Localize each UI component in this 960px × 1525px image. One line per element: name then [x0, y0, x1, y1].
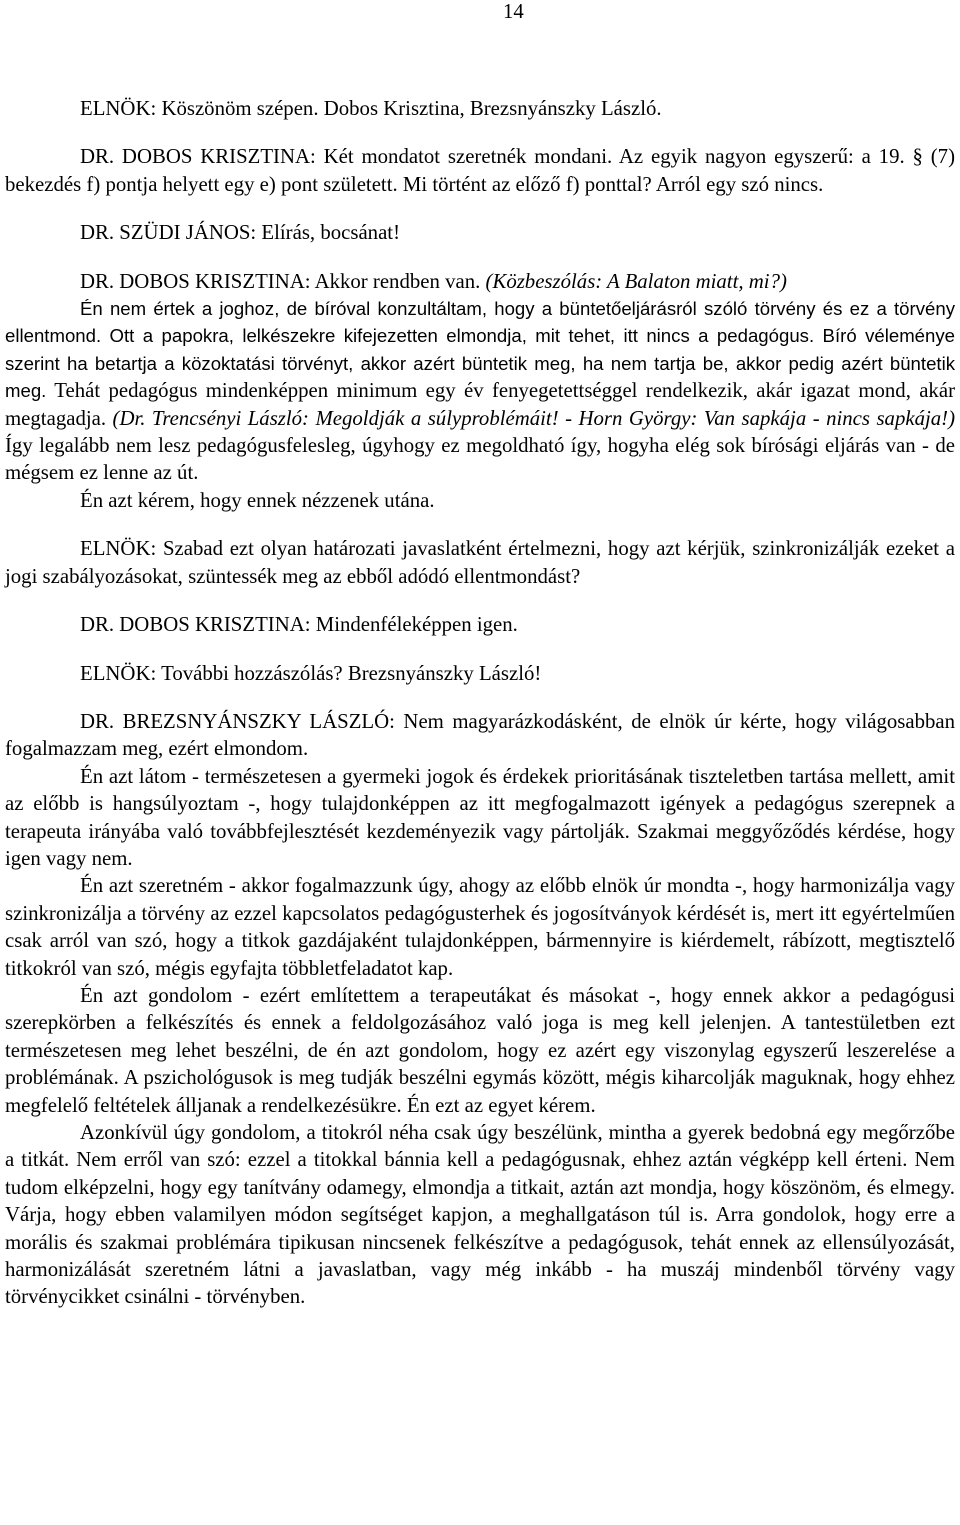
paragraph: DR. SZÜDI JÁNOS: Elírás, bocsánat! [80, 221, 401, 245]
paragraph [5, 268, 955, 295]
paragraph: Én azt látom - természetesen a gyermeki jogok és érdekek prioritásának tiszteletben tartása mellett, amit az előbb is hangsúlyoztam -, hogy tulajdonképpen az itt megfogalmazott igények a pedagógus szerepnek a terapeuta irányába való továbbfejlesztését kezdeményezik vagy pártolják. Szakmai meggyőződés kérdése, hogy igen vagy nem. [5, 764, 955, 870]
paragraph: DR. DOBOS KRISZTINA: Mindenféleképpen igen. [80, 613, 518, 637]
page-number: 14 [503, 0, 524, 23]
paragraph: ELNÖK: Szabad ezt olyan határozati javaslatként értelmezni, hogy azt kérjük, szinkronizálják ezeket a jogi szabályozásokat, szüntessék meg az ebből adódó ellentmondást? [5, 537, 955, 588]
speaker-text: DR. DOBOS KRISZTINA: Akkor rendben van. [80, 269, 481, 293]
paragraph-text: Tehát pedagógus mindenképpen minimum egy év fenyegetettséggel rendelkezik, akár igazat mond, akár megtagadja. [5, 379, 955, 430]
sans-passage: Én nem értek a joghoz, de bíróval konzultáltam, hogy a büntetőeljárásról szóló törvény és ez a törvény ellentmond. Ott a papokra, lelkészekre kifejezetten elmondja, mit tehet, itt nincs a pedagógus. Bíró véleménye szerint ha betartja a közoktatási törvényt, akkor azért büntetik meg, ha nem tartja be, akkor pedig azért büntetik meg. [5, 298, 955, 402]
interjection: (Dr. Trencsényi László: Megoldják a súlyproblémáit! - Horn György: Van sapkája - nincs sapkája!) [112, 406, 955, 430]
transcript-body [5, 95, 955, 1311]
paragraph: ELNÖK: Köszönöm szépen. Dobos Krisztina, Brezsnyánszky László. [80, 97, 662, 120]
paragraph: ELNÖK: További hozzászólás? Brezsnyánszky László! [80, 661, 542, 685]
paragraph: Én azt kérem, hogy ennek nézzenek utána. [80, 488, 435, 512]
paragraph: Én azt szeretném - akkor fogalmazzunk úgy, ahogy az előbb elnök úr mondta -, hogy harmonizálja vagy szinkronizálja a törvény az ezzel kapcsolatos pedagógusterhek és jogosítványok kérdését is, mert itt egyértelműen csak arról van szó, hogy a titkok gazdájaként tulajdonképpen, bármennyire is kiérdemelt, rábízott, megtisztelő titkokról van szó, mégis egyfajta többletfeladatot kap. [5, 874, 955, 980]
interjection: (Közbeszólás: A Balaton miatt, mi?) [485, 269, 787, 293]
paragraph: DR. DOBOS KRISZTINA: Két mondatot szeretnék mondani. Az egyik nagyon egyszerű: a 19. § (7) bekezdés f) pontja helyett egy e) pont született. Mi történt az előző f) ponttal? Arról egy szó nincs. [5, 145, 955, 196]
paragraph: Azonkívül úgy gondolom, a titokról néha csak úgy beszélünk, mintha a gyerek bedobná egy megőrzőbe a titkát. Nem erről van szó: ezzel a titokkal bánnia kell a pedagógusnak, ehhez aztán végképp kell érteni. Nem tudom elképzelni, hogy egy tanítvány odamegy, elmondja a titkait, aztán azt mondja, hogy köszönöm, és elmegy. Várja, hogy ebben valamilyen módon segítséget kapjon, a meghallgatáson túl is. Arra gondolok, hogy erre a morális és szakmai problémára tipikusan nincsenek felkészítve a pedagógusok, tehát ennek az ellensúlyozását, harmonizálását szeretném látni a javaslatban, vagy még inkább - ha muszáj mindenből törvény vagy törvénycikket csinálni - törvényben. [5, 1121, 955, 1309]
paragraph: Én azt gondolom - ezért említettem a terapeutákat és másokat -, hogy ennek akkor a pedagógusi szerepkörben a felkészítés és ennek a feldolgozásához való joga is meg kell jelenjen. A tantestületben ezt természetesen meg lehet beszélni, de én azt gondolom, hogy ez azért egy viszonylag egyszerű leszerelése a problémának. A pszichológusok is meg tudják beszélni egymás között, mégis kiharcolják maguknak, hogy ehhez megfelelő feltételek álljanak a rendelkezésükre. Én ezt az egyet kérem. [5, 983, 955, 1117]
paragraph [5, 295, 955, 487]
paragraph-text: Így legalább nem lesz pedagógusfelesleg, úgyhogy ez megoldható így, hogyha elég sok bírósági eljárás van - de mégsem ez lenne az út. [5, 434, 955, 485]
paragraph: DR. BREZSNYÁNSZKY LÁSZLÓ: Nem magyarázkodásként, de elnök úr kérte, hogy világosabban fogalmazzam meg, ezért elmondom. [5, 709, 955, 761]
